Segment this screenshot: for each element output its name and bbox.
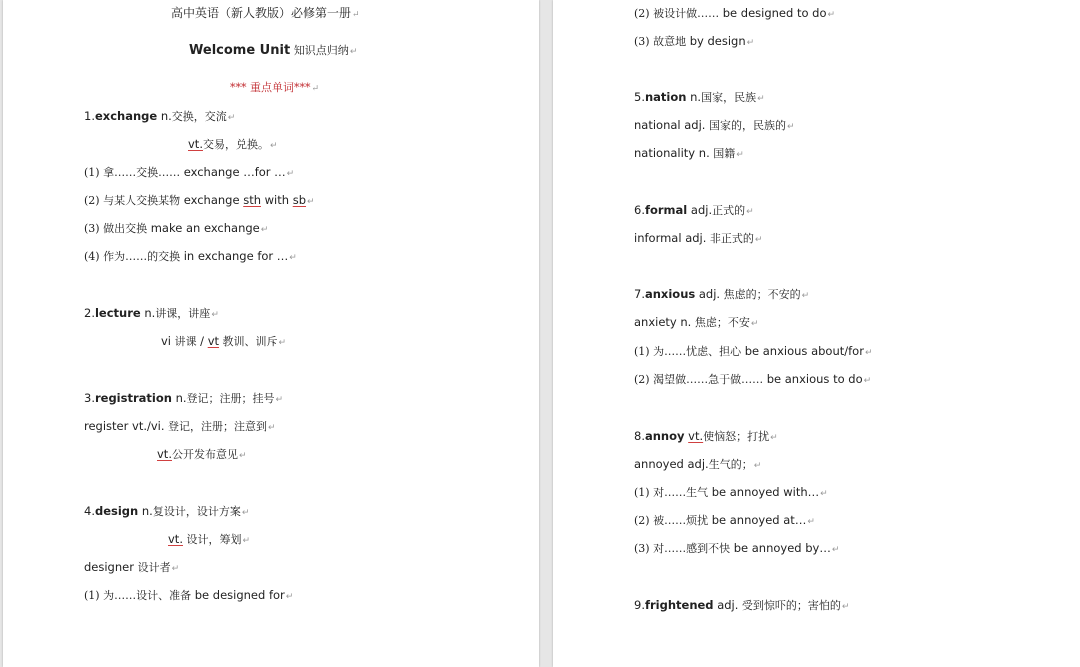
phrase-line: (1) 为……忧虑、担心 be anxious about/for↵ [634, 344, 873, 358]
phrase-line: (3) 做出交换 make an exchange↵ [84, 221, 269, 235]
phrase-line: (4) 作为……的交换 in exchange for …↵ [84, 249, 297, 263]
phrase-line: (1) 为……设计、准备 be designed for↵ [84, 588, 294, 602]
word-entry-anxious: 7.anxious adj. 焦虑的；不安的↵ [634, 287, 810, 301]
word-entry-registration: 3.registration n.登记；注册；挂号↵ [84, 391, 284, 405]
word-entry-annoy: 8.annoy vt.使恼怒；打扰↵ [634, 429, 778, 443]
document-header-title: 高中英语（新人教版）必修第一册↵ [171, 6, 360, 20]
word-entry-lecture: 2.lecture n.讲课，讲座↵ [84, 306, 219, 320]
word-definition-line: nationality n. 国籍↵ [634, 146, 744, 160]
word-entry-nation: 5.nation n.国家，民族↵ [634, 90, 765, 104]
document-subtitle: Welcome Unit 知识点归纳↵ [189, 43, 358, 58]
word-definition-line: register vt./vi. 登记，注册；注意到↵ [84, 419, 276, 433]
word-definition-line: vt.公开发布意见↵ [157, 447, 247, 461]
word-definition-line: vi 讲课 / vt 教训、训斥↵ [161, 334, 287, 348]
phrase-line: (2) 被设计做…… be designed to do↵ [634, 6, 836, 20]
word-entry-formal: 6.formal adj.正式的↵ [634, 203, 754, 217]
phrase-line: (3) 故意地 by design↵ [634, 34, 755, 48]
phrase-line: (1) 拿……交换…… exchange …for …↵ [84, 165, 295, 179]
word-definition-line: national adj. 国家的，民族的↵ [634, 118, 795, 132]
word-entry-exchange: 1.exchange n.交换，交流↵ [84, 109, 236, 123]
section-heading: *** 重点单词***↵ [230, 81, 320, 94]
phrase-line: (3) 对……感到不快 be annoyed by…↵ [634, 541, 840, 555]
word-definition-line: vt.交易，兑换。↵ [188, 137, 278, 151]
phrase-line: (1) 对……生气 be annoyed with…↵ [634, 485, 828, 499]
word-definition-line: anxiety n. 焦虑；不安↵ [634, 315, 759, 329]
word-entry-design: 4.design n.复设计，设计方案↵ [84, 504, 250, 518]
document-page-left [3, 0, 539, 667]
phrase-line: (2) 被……烦扰 be annoyed at…↵ [634, 513, 815, 527]
document-page-right [553, 0, 1080, 667]
phrase-line: (2) 与某人交换某物 exchange sth with sb↵ [84, 193, 315, 207]
phrase-line: (2) 渴望做……急于做…… be anxious to do↵ [634, 372, 872, 386]
word-definition-line: vt. 设计，筹划↵ [168, 532, 251, 546]
word-definition-line: annoyed adj.生气的；↵ [634, 457, 762, 471]
word-entry-frightened: 9.frightened adj. 受到惊吓的；害怕的↵ [634, 598, 850, 612]
word-definition-line: informal adj. 非正式的↵ [634, 231, 763, 245]
word-definition-line: designer 设计者↵ [84, 560, 180, 574]
